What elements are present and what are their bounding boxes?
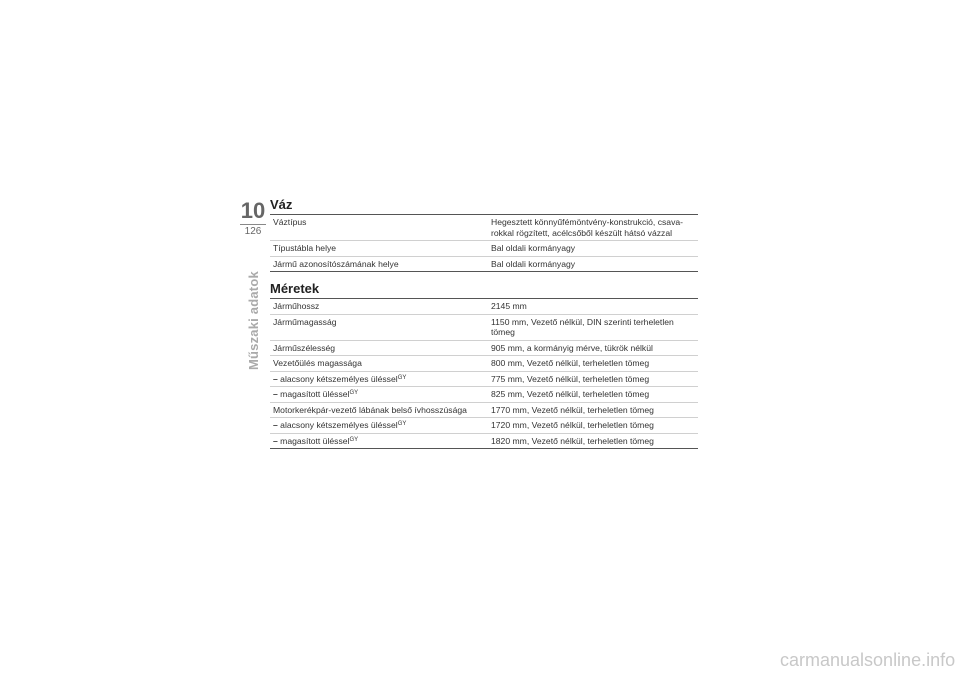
spec-value: Hegesztett könnyűfémöntvény-konstrukció, csava-rokkal rögzített, acélcsőből készült hátsó vázzal — [487, 215, 698, 241]
frame-spec-table — [270, 214, 698, 272]
spec-key: Járműszélesség — [270, 340, 487, 356]
watermark: carmanualsonline.info — [780, 650, 956, 670]
spec-key: Váztípus — [270, 215, 487, 241]
spec-key-sub — [270, 418, 487, 434]
spec-value: 905 mm, a kormányig mérve, tükrök nélkül — [487, 340, 698, 356]
table-row — [270, 371, 698, 387]
spec-key-text: magasított üléssel — [280, 389, 350, 399]
table-row — [270, 402, 698, 418]
spec-key-sub — [270, 371, 487, 387]
spec-value: 1720 mm, Vezető nélkül, terheletlen tömeg — [487, 418, 698, 434]
dimensions-spec-table — [270, 298, 698, 449]
spec-value: 1150 mm, Vezető nélkül, DIN szerinti terheletlen tömeg — [487, 314, 698, 340]
spec-key-sub — [270, 433, 487, 449]
table-row — [270, 356, 698, 372]
section-title-frame: Váz — [270, 197, 293, 212]
section-title-dimensions: Méretek — [270, 281, 320, 296]
table-row — [270, 215, 698, 241]
table-row — [270, 387, 698, 403]
spec-value: 825 mm, Vezető nélkül, terheletlen tömeg — [487, 387, 698, 403]
option-superscript: GY — [349, 436, 359, 443]
table-row — [270, 299, 698, 315]
spec-key: Jármű azonosítószámának helye — [273, 258, 399, 269]
spec-value: 2145 mm — [487, 299, 698, 315]
spec-key: Járműhossz — [270, 299, 487, 315]
spec-value: 775 mm, Vezető nélkül, terheletlen tömeg — [487, 371, 698, 387]
spec-key-text: magasított üléssel — [280, 435, 350, 446]
table-row — [270, 340, 698, 356]
table-row — [270, 418, 698, 434]
spec-key-text: alacsony kétszemélyes üléssel — [280, 420, 398, 430]
chapter-title-vertical: Műszaki adatok — [246, 271, 261, 370]
chapter-number: 10 — [240, 198, 266, 223]
spec-value: Bal oldali kormányagy — [491, 258, 576, 269]
table-row — [270, 241, 698, 257]
spec-value: Bal oldali kormányagy — [487, 241, 698, 257]
spec-value: 800 mm, Vezető nélkül, terheletlen tömeg — [487, 356, 698, 372]
table-row — [270, 314, 698, 340]
spec-value: 1770 mm, Vezető nélkül, terheletlen tömeg — [487, 402, 698, 418]
table-row — [270, 433, 698, 449]
dash-bullet: – — [273, 373, 278, 384]
spec-key-text: alacsony kétszemélyes üléssel — [280, 373, 398, 384]
dash-bullet: – — [273, 420, 278, 430]
spec-key: Vezetőülés magassága — [270, 356, 487, 372]
chapter-divider — [240, 224, 266, 225]
dash-bullet: – — [273, 389, 278, 399]
dash-bullet: – — [273, 435, 278, 446]
page-number: 126 — [244, 226, 262, 237]
option-superscript: GY — [349, 390, 359, 396]
spec-value: 1820 mm, Vezető nélkül, terheletlen tömeg — [491, 435, 654, 446]
spec-key-sub — [270, 387, 487, 403]
option-superscript: GY — [397, 374, 407, 381]
spec-key: Járműmagasság — [270, 314, 487, 340]
option-superscript: GY — [397, 421, 407, 427]
table-row — [270, 256, 698, 272]
spec-key: Motorkerékpár-vezető lábának belső ívhosszúsága — [270, 402, 487, 418]
spec-key: Típustábla helye — [270, 241, 487, 257]
